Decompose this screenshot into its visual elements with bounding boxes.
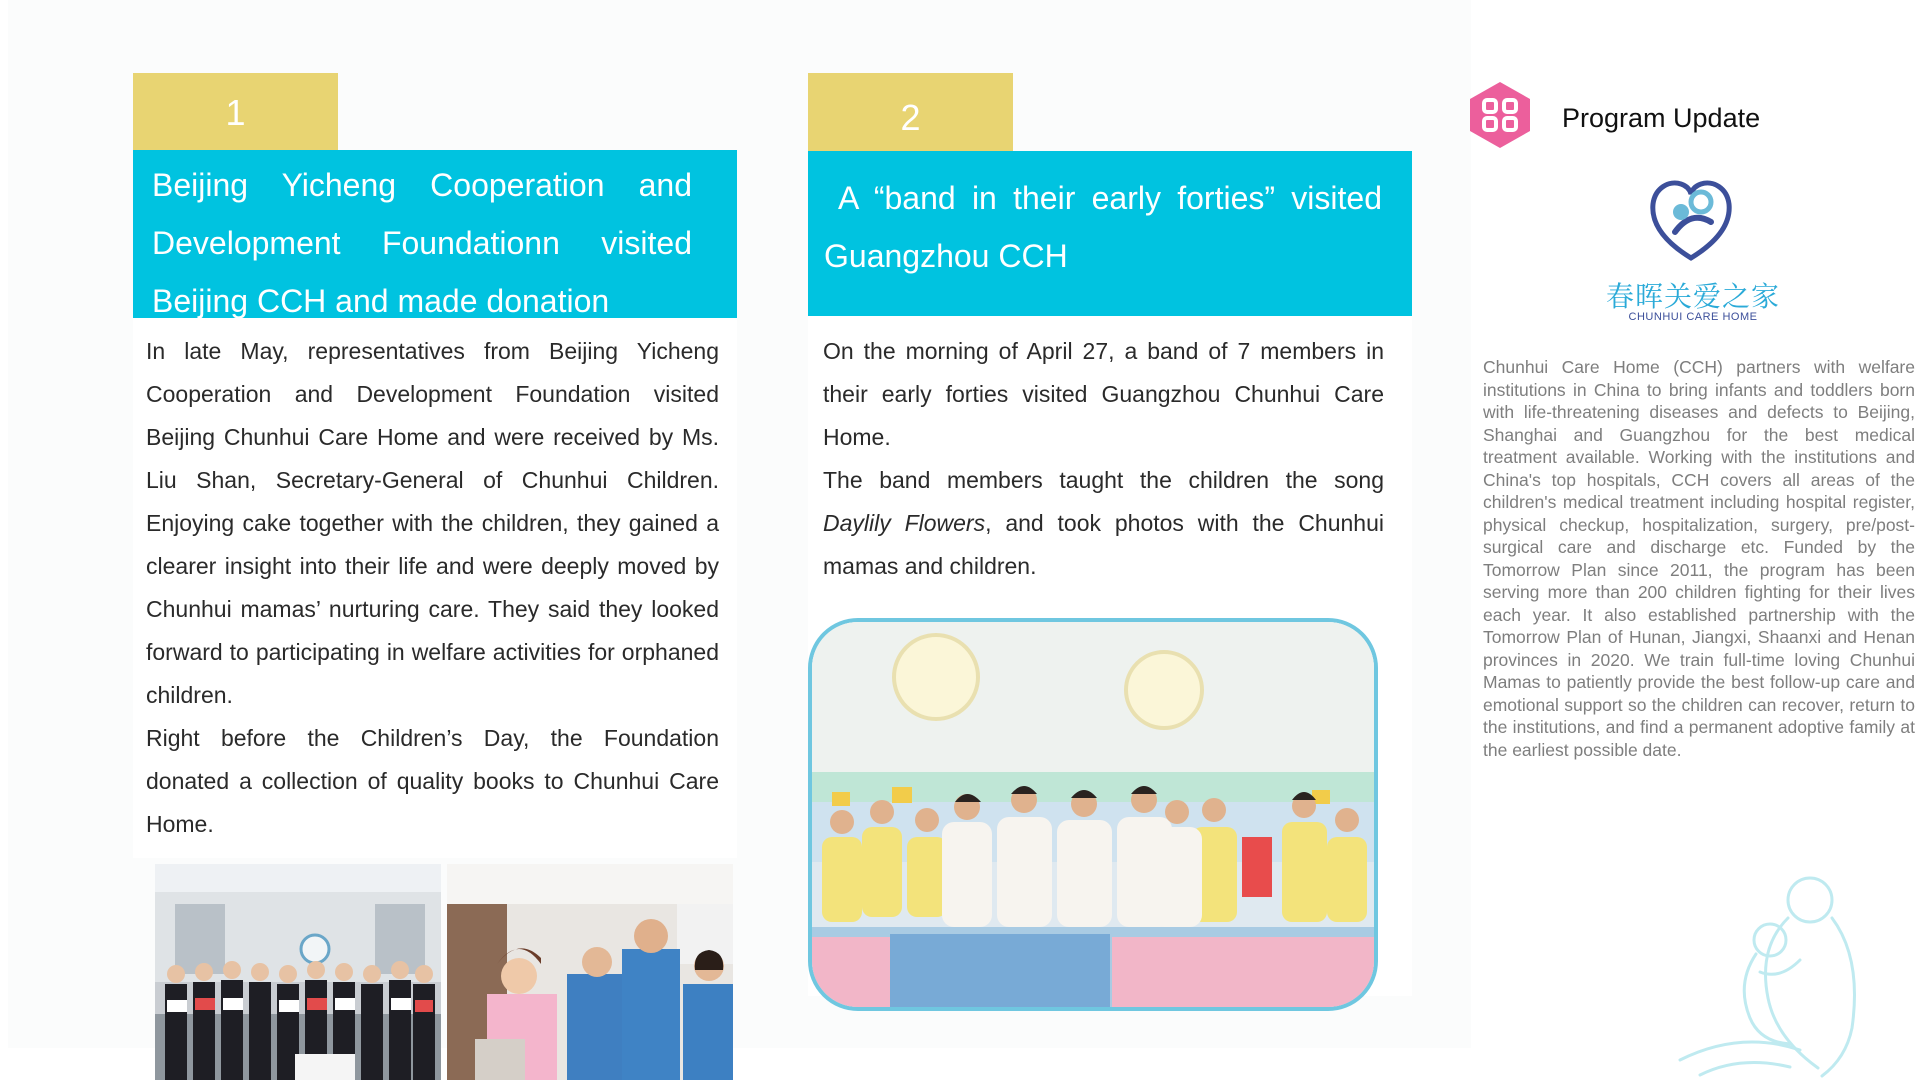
mother-child-outline-illustration <box>1660 870 1900 1080</box>
story-1-paragraph: Right before the Children’s Day, the Foundation donated a collection of quality books to Chunhui Care Home. <box>146 725 719 837</box>
story-2-paragraph: On the morning of April 27, a band of 7 members in their early forties visited Guangzhou Chunhui Care Home. <box>823 338 1384 450</box>
story-1-number: 1 <box>225 92 246 133</box>
chunhui-logo-icon <box>1645 172 1737 264</box>
story-2-body <box>823 330 1384 588</box>
story-1-number-tab <box>133 73 338 150</box>
song-title: Daylily Flowers <box>823 510 986 536</box>
story-1-title-line: Development Foundationn visited <box>152 225 692 261</box>
story-2-title-line: A “band in their early forties” visited <box>838 180 1382 216</box>
logo-chinese-name: 春晖关爱之家 <box>1605 281 1780 312</box>
story-2-paragraph: The band members taught the children the song Daylily Flowers, and took photos with the Chunhui mamas and children. <box>823 467 1384 579</box>
band-visit-photo <box>808 618 1378 1011</box>
story-1-title <box>133 150 737 318</box>
story-2-title-line: Guangzhou CCH <box>824 238 1068 274</box>
story-1-title-line: Beijing CCH and made donation <box>152 283 610 319</box>
donation-visit-photo <box>447 864 733 1080</box>
story-2-title <box>808 151 1412 316</box>
story-2-number: 2 <box>900 97 921 138</box>
about-cch-text: Chunhui Care Home (CCH) partners with welfare institutions in China to bring infants and toddlers born with life-threatening diseases and defects to Beijing, Shanghai and Guangzhou for the best medical treatment available. Working with the institutions and China's top hospitals, CCH covers all areas of the children's medical treatment including hospital register, physical checkup, hospitalization, surgery, pre/post-surgical care and discharge etc. Funded by the Tomorrow Plan since 2011, the program has been serving more than 200 children fighting for their lives each year. It also established partnership with the Tomorrow Plan of Hunan, Jiangxi, Shaanxi and Henan provinces in 2020. We train full-time loving Chunhui Mamas to patiently provide the best follow-up care and emotional support so the children can recover, return to the institutions, and find a permanent adoptive family at the earliest possible date. <box>1483 357 1915 760</box>
story-1-title-line: Beijing Yicheng Cooperation and <box>152 167 692 203</box>
program-update-icon <box>1467 80 1533 150</box>
story-1-paragraph: In late May, representatives from Beijing Yicheng Cooperation and Development Foundation visited Beijing Chunhui Care Home and were received by Ms. Liu Shan, Secretary-General of Chunhui Children. Enjoying cake together with the children, they gained a clearer insight into their life and were deeply moved by Chunhui mamas’ nurturing care. They said they looked forward to participating in welfare activities for orphaned children. <box>146 338 719 708</box>
logo-english-name: CHUNHUI CARE HOME <box>1628 311 1758 323</box>
story-2-number-tab <box>808 73 1013 151</box>
donation-group-photo <box>155 864 441 1080</box>
section-title: Program Update <box>1562 103 1761 133</box>
story-1-body <box>146 330 719 846</box>
